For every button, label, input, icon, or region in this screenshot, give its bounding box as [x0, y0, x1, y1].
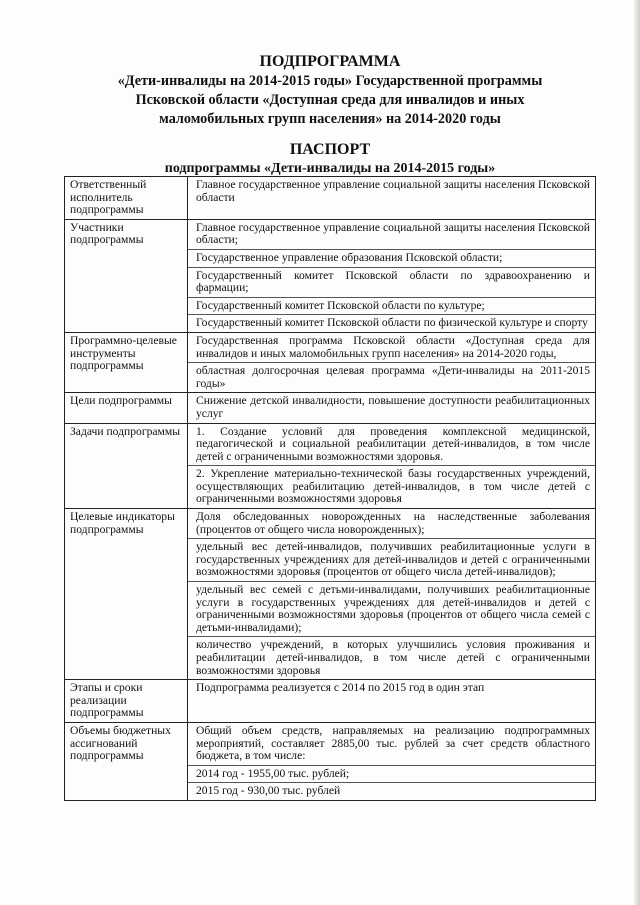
table-row-instruments — [65, 332, 596, 392]
row-label: Целевые индикаторы подпрограммы — [65, 509, 188, 680]
passport-table — [64, 176, 596, 801]
row-paragraph: удельный вес семей с детьми-инвалидами, получивших реабилитационные услуги в государственных учреждениях для детей-инвалидов и детей с ограниченными возможностями здоровья (процентов от общего числа семей с детьми-инвалидами); — [188, 581, 595, 636]
row-label: Ответственный исполнитель подпрограммы — [65, 177, 188, 220]
row-content — [188, 393, 596, 423]
row-paragraph: Государственная программа Псковской области «Доступная среда для инвалидов и иных маломобильных групп населения» на 2014-2020 годы, — [196, 333, 590, 360]
row-label: Участники подпрограммы — [65, 219, 188, 332]
row-paragraph: Государственный комитет Псковской области по культуре; — [188, 297, 595, 315]
heading-subtitle-line-3: маломобильных групп населения» на 2014-2020 годы — [159, 111, 501, 127]
row-content — [188, 177, 596, 220]
row-label: Задачи подпрограммы — [65, 423, 188, 509]
table-row-stages — [65, 680, 596, 723]
table-row-indicators — [65, 509, 596, 680]
scan-edge-shadow — [634, 0, 640, 905]
row-content — [188, 722, 596, 800]
row-paragraph: Главное государственное управление социальной защиты населения Псковской области — [196, 178, 590, 204]
row-label: Цели подпрограммы — [65, 393, 188, 423]
row-paragraph: Подпрограмма реализуется с 2014 по 2015 год в один этап — [196, 681, 485, 695]
table-row-goals — [65, 393, 596, 423]
document-heading — [60, 52, 600, 129]
row-paragraph: 2. Укрепление материально-технической базы государственных учреждений, осуществляющих реабилитацию детей-инвалидов, в том числе детей с ограниченными возможностями здоровья — [188, 465, 595, 508]
heading-subtitle-line-1: «Дети-инвалиды на 2014-2015 годы» Государственной программы — [117, 73, 543, 89]
table-row-budget — [65, 722, 596, 800]
passport-heading — [60, 140, 600, 178]
passport-subtitle: подпрограммы «Дети-инвалиды на 2014-2015 годы» — [164, 161, 496, 176]
row-paragraph: областная долгосрочная целевая программа «Дети-инвалиды на 2011-2015 годы» — [188, 362, 595, 392]
row-label: Объемы бюджетных ассигнований подпрограммы — [65, 722, 188, 800]
table-row-participants — [65, 219, 596, 332]
row-label: Программно-целевые инструменты подпрограммы — [65, 332, 188, 392]
row-content — [188, 332, 596, 392]
heading-title: ПОДПРОГРАММА — [259, 53, 401, 70]
row-paragraph: Государственный комитет Псковской области по здравоохранению и фармации; — [188, 267, 595, 297]
row-paragraph: количество учреждений, в которых улучшились условия проживания и реабилитации детей-инвалидов, в том числе детей с ограниченными возможностями здоровья — [188, 636, 595, 679]
row-content — [188, 509, 596, 680]
table-row-tasks — [65, 423, 596, 509]
row-paragraph: 2014 год - 1955,00 тыс. рублей; — [188, 765, 595, 783]
row-paragraph: Доля обследованных новорожденных на наследственные заболевания (процентов от общего числа новорожденных); — [196, 510, 590, 536]
row-content — [188, 680, 596, 723]
row-content — [188, 423, 596, 509]
row-paragraph: Государственный комитет Псковской области по физической культуре и спорту — [188, 314, 595, 332]
row-paragraph: Государственное управление образования Псковской области; — [188, 249, 595, 267]
row-paragraph: Снижение детской инвалидности, повышение доступности реабилитационных услуг — [196, 394, 590, 420]
table-row-responsible — [65, 177, 596, 220]
row-paragraph: удельный вес детей-инвалидов, получивших реабилитационные услуги в государственных учреждениях для детей-инвалидов и детей с ограниченными возможностями здоровья (процентов от общего числа детей-инвалидов); — [188, 538, 595, 581]
passport-title: ПАСПОРТ — [289, 141, 371, 158]
row-paragraph: Главное государственное управление социальной защиты населения Псковской области; — [196, 220, 590, 247]
heading-subtitle-line-2: Псковской области «Доступная среда для инвалидов и иных — [135, 92, 525, 108]
row-paragraph: 2015 год - 930,00 тыс. рублей — [188, 782, 595, 800]
row-content — [188, 219, 596, 332]
row-paragraph: Общий объем средств, направляемых на реализацию подпрограммных мероприятий, составляет 2885,00 тыс. рублей за счет средств областного бюджета, в том числе: — [196, 723, 590, 763]
row-label: Этапы и сроки реализации подпрограммы — [65, 680, 188, 723]
row-paragraph: 1. Создание условий для проведения комплексной медицинской, педагогической и социальной реабилитации детей-инвалидов, в том числе детей с ограниченными возможностями здоровья. — [196, 424, 590, 463]
